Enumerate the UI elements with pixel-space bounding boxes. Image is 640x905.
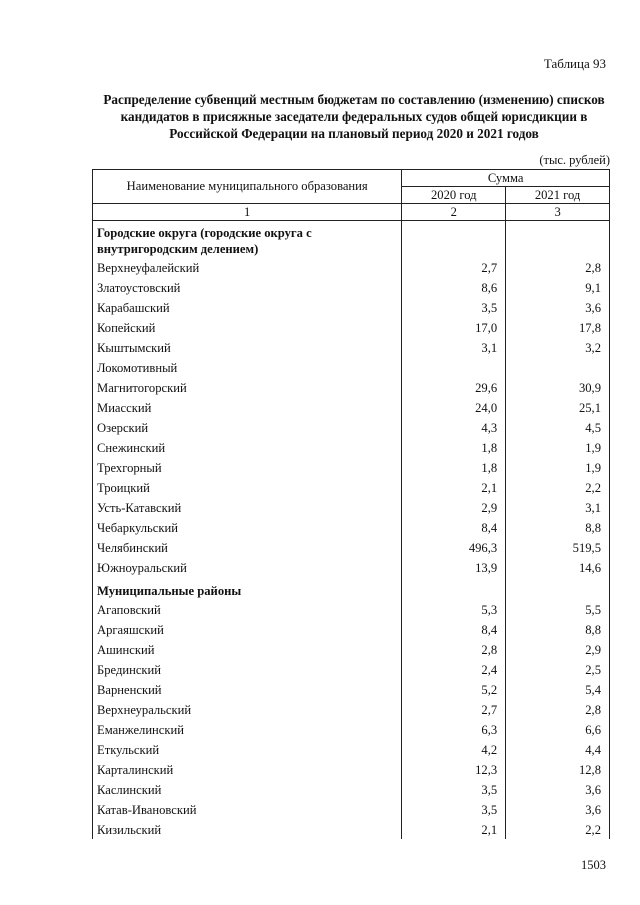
value-2020: 8,4 <box>402 517 506 537</box>
municipality-name: Локомотивный <box>93 357 402 377</box>
value-2020: 2,7 <box>402 257 506 277</box>
table-row <box>93 759 610 779</box>
municipality-name: Снежинский <box>93 437 402 457</box>
municipality-name: Миасский <box>93 397 402 417</box>
value-2021: 2,9 <box>506 639 610 659</box>
municipality-name: Карталинский <box>93 759 402 779</box>
value-2021: 2,8 <box>506 699 610 719</box>
value-2020: 8,4 <box>402 619 506 639</box>
value-2021: 3,2 <box>506 337 610 357</box>
value-2020: 4,3 <box>402 417 506 437</box>
header-2021: 2021 год <box>506 187 610 204</box>
column-number-1: 1 <box>93 204 402 221</box>
municipality-name: Еманжелинский <box>93 719 402 739</box>
value-2021: 9,1 <box>506 277 610 297</box>
value-2020: 496,3 <box>402 537 506 557</box>
table-row <box>93 497 610 517</box>
value-2020: 2,4 <box>402 659 506 679</box>
value-2020: 3,5 <box>402 779 506 799</box>
value-2021: 6,6 <box>506 719 610 739</box>
value-2020: 24,0 <box>402 397 506 417</box>
table-row <box>93 799 610 819</box>
value-2021: 3,6 <box>506 799 610 819</box>
table-row <box>93 537 610 557</box>
value-2021 <box>506 221 610 258</box>
table-row <box>93 377 610 397</box>
value-2021: 1,9 <box>506 437 610 457</box>
value-2020: 1,8 <box>402 437 506 457</box>
value-2020: 1,8 <box>402 457 506 477</box>
value-2020: 3,5 <box>402 799 506 819</box>
value-2020: 5,2 <box>402 679 506 699</box>
table-row <box>93 779 610 799</box>
value-2021 <box>506 577 610 599</box>
units-label: (тыс. рублей) <box>539 153 610 167</box>
table-row <box>93 357 610 377</box>
value-2021: 3,6 <box>506 779 610 799</box>
column-number-2: 2 <box>402 204 506 221</box>
table-row <box>93 699 610 719</box>
municipality-name: Верхнеуральский <box>93 699 402 719</box>
value-2021: 30,9 <box>506 377 610 397</box>
municipality-name: Городские округа (городские округа с внутригородским делением) <box>93 221 402 258</box>
value-2020: 3,1 <box>402 337 506 357</box>
table-row <box>93 819 610 839</box>
value-2021: 17,8 <box>506 317 610 337</box>
value-2021: 8,8 <box>506 619 610 639</box>
value-2021: 2,2 <box>506 819 610 839</box>
value-2021: 2,8 <box>506 257 610 277</box>
table-row <box>93 517 610 537</box>
municipality-name: Муниципальные районы <box>93 577 402 599</box>
table-row <box>93 477 610 497</box>
table-row <box>93 599 610 619</box>
value-2020 <box>402 577 506 599</box>
header-sum: Сумма <box>402 170 610 187</box>
value-2021: 5,4 <box>506 679 610 699</box>
table-row <box>93 457 610 477</box>
municipality-name: Кизильский <box>93 819 402 839</box>
value-2021: 1,9 <box>506 457 610 477</box>
value-2020: 2,8 <box>402 639 506 659</box>
value-2020: 4,2 <box>402 739 506 759</box>
municipality-name: Ашинский <box>93 639 402 659</box>
municipality-name: Трехгорный <box>93 457 402 477</box>
value-2021: 8,8 <box>506 517 610 537</box>
value-2021: 2,5 <box>506 659 610 679</box>
value-2020: 12,3 <box>402 759 506 779</box>
value-2021: 4,4 <box>506 739 610 759</box>
municipality-name: Катав-Ивановский <box>93 799 402 819</box>
municipality-name: Копейский <box>93 317 402 337</box>
table-row <box>93 397 610 417</box>
table-row <box>93 659 610 679</box>
table-row <box>93 417 610 437</box>
value-2021: 5,5 <box>506 599 610 619</box>
municipality-name: Аргаяшский <box>93 619 402 639</box>
value-2021: 25,1 <box>506 397 610 417</box>
value-2021: 3,1 <box>506 497 610 517</box>
municipality-name: Брединский <box>93 659 402 679</box>
value-2021 <box>506 357 610 377</box>
section-row <box>93 221 610 258</box>
table-row <box>93 277 610 297</box>
table-row <box>93 317 610 337</box>
section-row <box>93 577 610 599</box>
table-label: Таблица 93 <box>543 56 606 71</box>
table-row <box>93 437 610 457</box>
value-2020: 13,9 <box>402 557 506 577</box>
value-2020: 6,3 <box>402 719 506 739</box>
value-2020: 3,5 <box>402 297 506 317</box>
value-2021: 14,6 <box>506 557 610 577</box>
municipality-name: Каслинский <box>93 779 402 799</box>
subvention-table <box>92 169 610 839</box>
column-number-3: 3 <box>506 204 610 221</box>
page-number: 1503 <box>581 858 606 872</box>
value-2021: 519,5 <box>506 537 610 557</box>
value-2020: 2,7 <box>402 699 506 719</box>
table-row <box>93 297 610 317</box>
municipality-name: Усть-Катавский <box>93 497 402 517</box>
municipality-name: Чебаркульский <box>93 517 402 537</box>
municipality-name: Троицкий <box>93 477 402 497</box>
table-row <box>93 337 610 357</box>
municipality-name: Златоустовский <box>93 277 402 297</box>
table-row <box>93 739 610 759</box>
header-municipality: Наименование муниципального образования <box>93 170 402 204</box>
municipality-name: Верхнеуфалейский <box>93 257 402 277</box>
municipality-name: Еткульский <box>93 739 402 759</box>
table-row <box>93 639 610 659</box>
municipality-name: Озерский <box>93 417 402 437</box>
table-row <box>93 257 610 277</box>
value-2021: 4,5 <box>506 417 610 437</box>
value-2020 <box>402 357 506 377</box>
table-row <box>93 719 610 739</box>
municipality-name: Челябинский <box>93 537 402 557</box>
value-2021: 2,2 <box>506 477 610 497</box>
table-row <box>93 619 610 639</box>
municipality-name: Южноуральский <box>93 557 402 577</box>
header-2020: 2020 год <box>402 187 506 204</box>
value-2020: 29,6 <box>402 377 506 397</box>
municipality-name: Магнитогорский <box>93 377 402 397</box>
value-2021: 3,6 <box>506 297 610 317</box>
document-title: Распределение субвенций местным бюджетам по составлению (изменению) списков кандидатов в присяжные заседатели федеральных судов общей юрисдикции в Российской Федерации на плановый период 2020 и 2021 годов <box>103 92 605 141</box>
table-body <box>93 221 610 840</box>
municipality-name: Кыштымский <box>93 337 402 357</box>
municipality-name: Варненский <box>93 679 402 699</box>
table-row <box>93 679 610 699</box>
value-2020: 17,0 <box>402 317 506 337</box>
value-2021: 12,8 <box>506 759 610 779</box>
value-2020 <box>402 221 506 258</box>
value-2020: 2,1 <box>402 819 506 839</box>
table-row <box>93 557 610 577</box>
municipality-name: Карабашский <box>93 297 402 317</box>
value-2020: 2,9 <box>402 497 506 517</box>
value-2020: 8,6 <box>402 277 506 297</box>
value-2020: 2,1 <box>402 477 506 497</box>
municipality-name: Агаповский <box>93 599 402 619</box>
value-2020: 5,3 <box>402 599 506 619</box>
